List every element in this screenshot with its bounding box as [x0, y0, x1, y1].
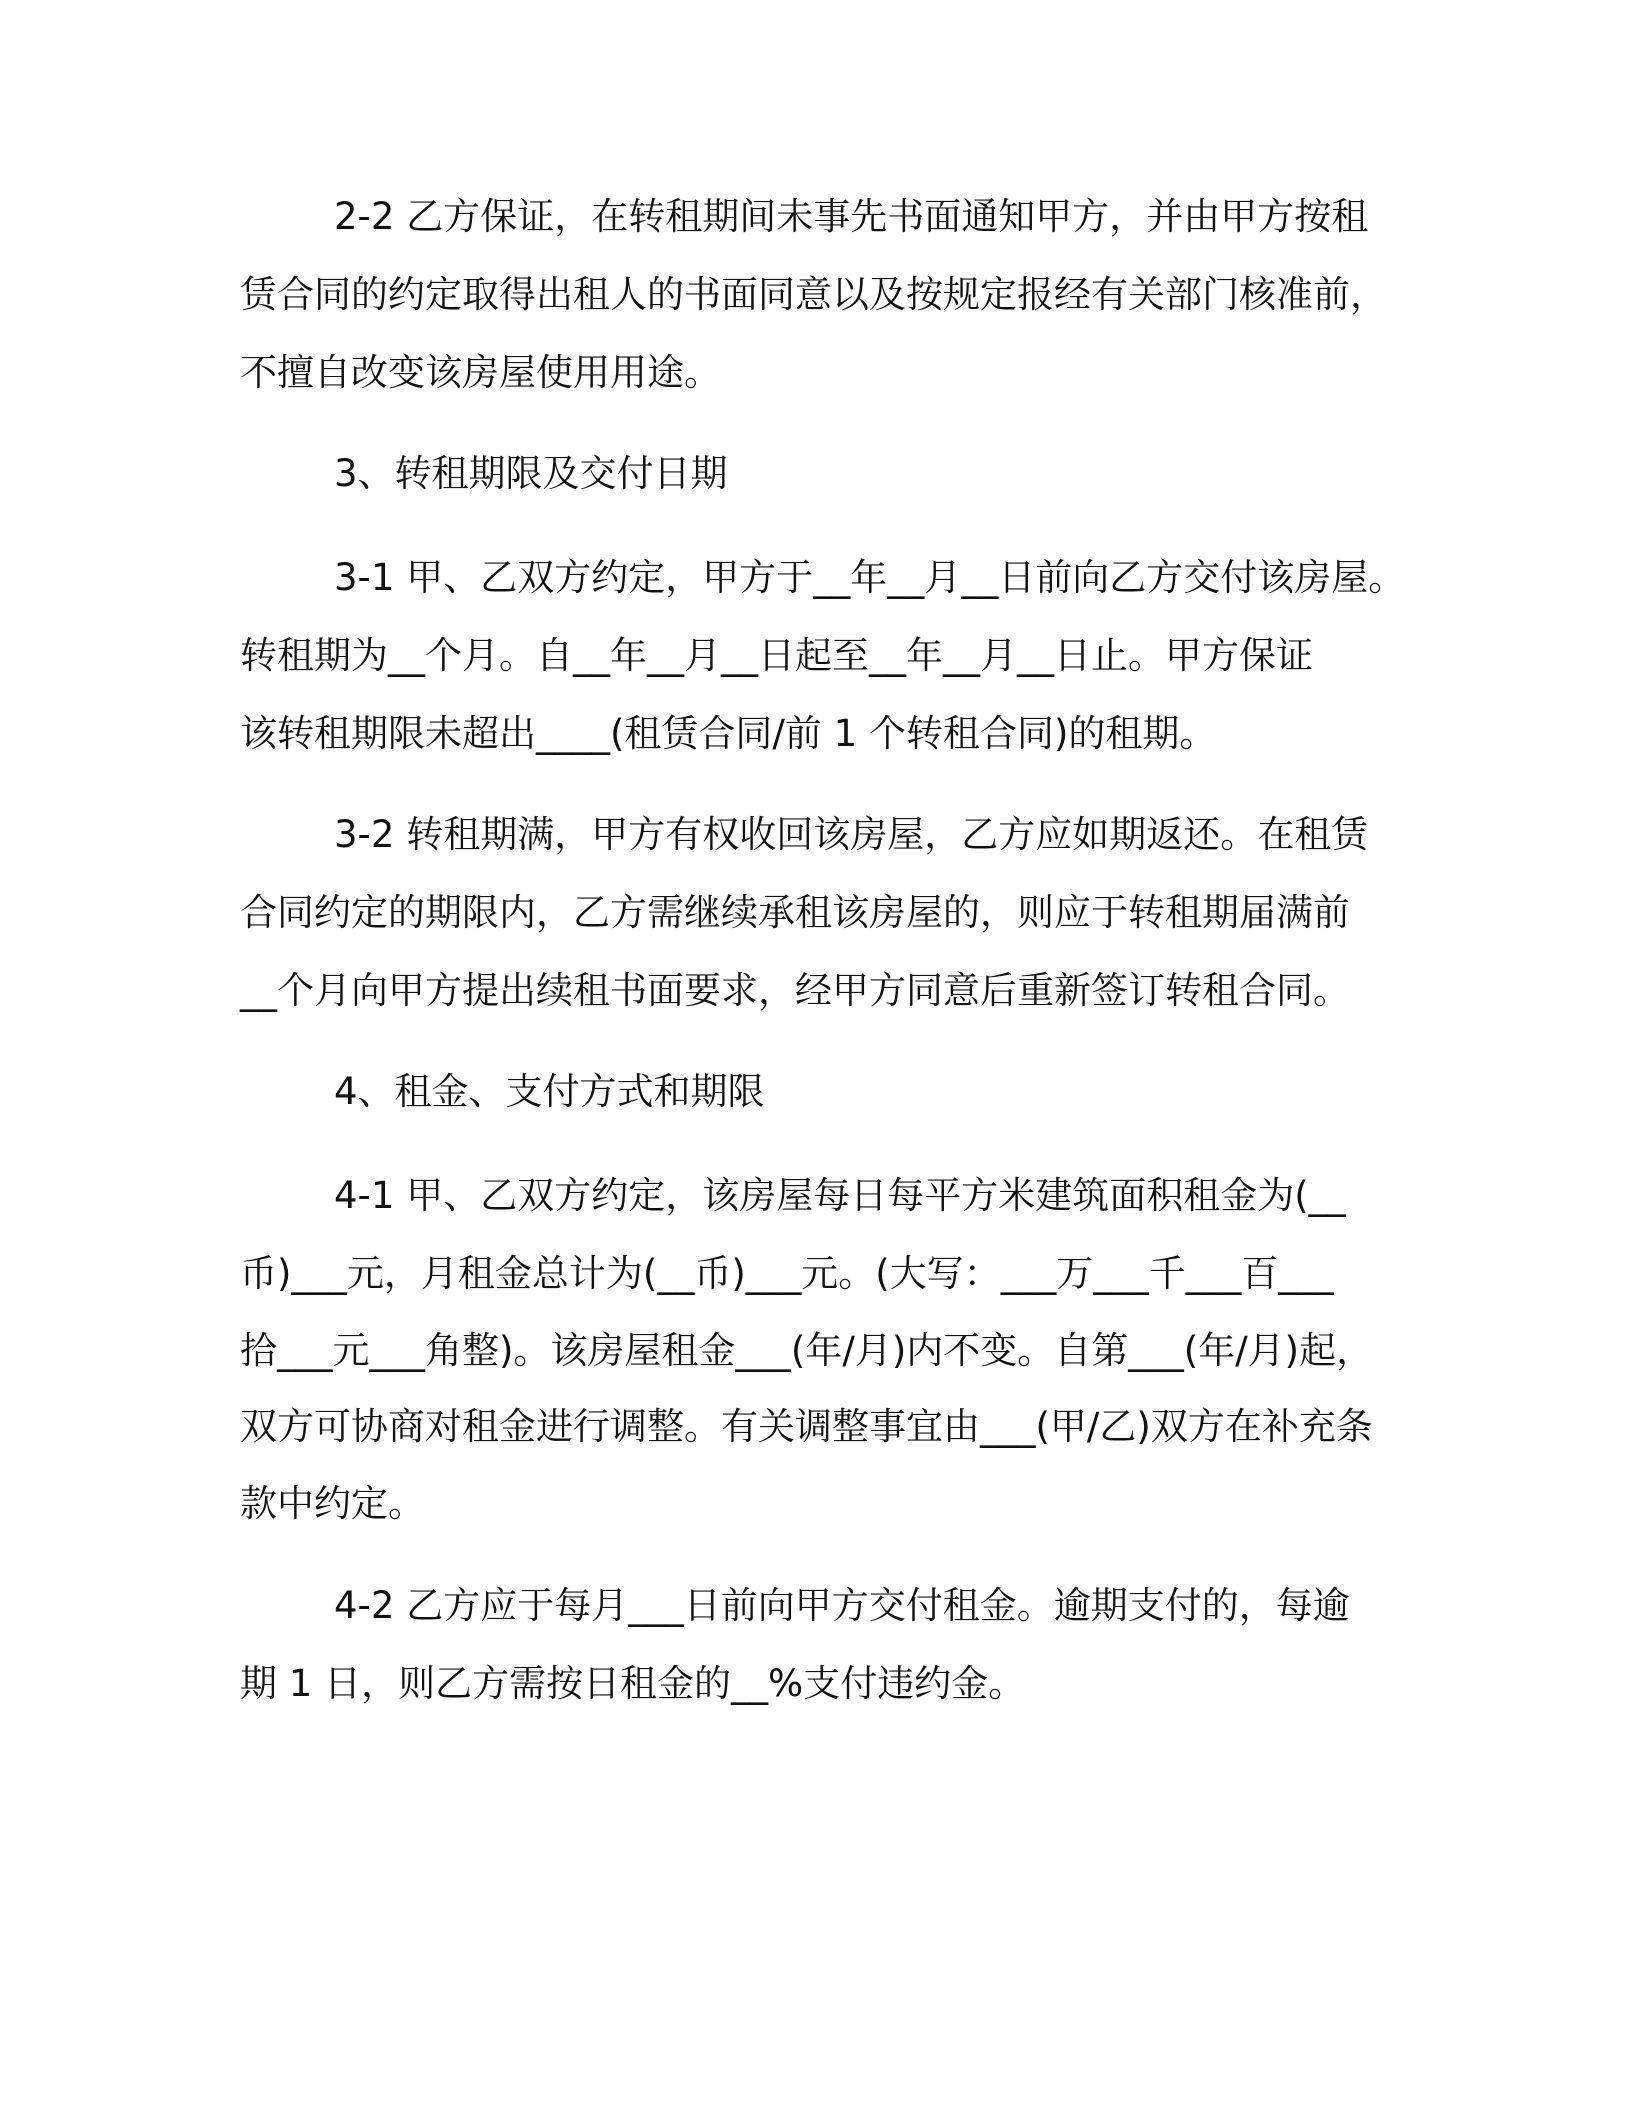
- clause-4-1-line-2: 币)___元，月租金总计为(__币)___元。(大写：___万___千___百___: [240, 1252, 1334, 1295]
- clause-2-2-line-3: 不擅自改变该房屋使用用途。: [240, 351, 721, 394]
- section-heading-3: 3、转租期限及交付日期: [334, 452, 728, 495]
- section-heading-4: 4、租金、支付方式和期限: [334, 1070, 765, 1113]
- clause-4-1-line-5: 款中约定。: [240, 1482, 425, 1525]
- clause-3-2-line-3: __个月向甲方提出续租书面要求，经甲方同意后重新签订转租合同。: [240, 969, 1350, 1012]
- clause-3-1-line-1: 3-1 甲、乙双方约定，甲方于__年__月__日前向乙方交付该房屋。: [334, 556, 1406, 599]
- clause-3-1-line-2: 转租期为__个月。自__年__月__日起至__年__月__日止。甲方保证: [240, 634, 1313, 677]
- clause-4-1-line-4: 双方可协商对租金进行调整。有关调整事宜由___(甲/乙)双方在补充条: [240, 1405, 1373, 1448]
- clause-4-1-line-1: 4-1 甲、乙双方约定，该房屋每日每平方米建筑面积租金为(__: [334, 1174, 1346, 1217]
- clause-2-2-line-2: 赁合同的约定取得出租人的书面同意以及按规定报经有关部门核准前，: [240, 273, 1387, 316]
- clause-4-2-line-2: 期 1 日，则乙方需按日租金的__%支付违约金。: [240, 1662, 1026, 1705]
- clause-4-2-line-1: 4-2 乙方应于每月___日前向甲方交付租金。逾期支付的，每逾: [334, 1584, 1350, 1627]
- clause-4-1-line-3: 拾___元___角整)。该房屋租金___(年/月)内不变。自第___(年/月)起，: [240, 1329, 1374, 1372]
- clause-3-2-line-1: 3-2 转租期满，甲方有权收回该房屋，乙方应如期返还。在租赁: [334, 813, 1369, 856]
- clause-3-2-line-2: 合同约定的期限内，乙方需继续承租该房屋的，则应于转租期届满前: [240, 891, 1350, 934]
- clause-3-1-line-3: 该转租期限未超出____(租赁合同/前 1 个转租合同)的租期。: [240, 712, 1217, 755]
- clause-2-2-line-1: 2-2 乙方保证，在转租期间未事先书面通知甲方，并由甲方按租: [334, 195, 1369, 238]
